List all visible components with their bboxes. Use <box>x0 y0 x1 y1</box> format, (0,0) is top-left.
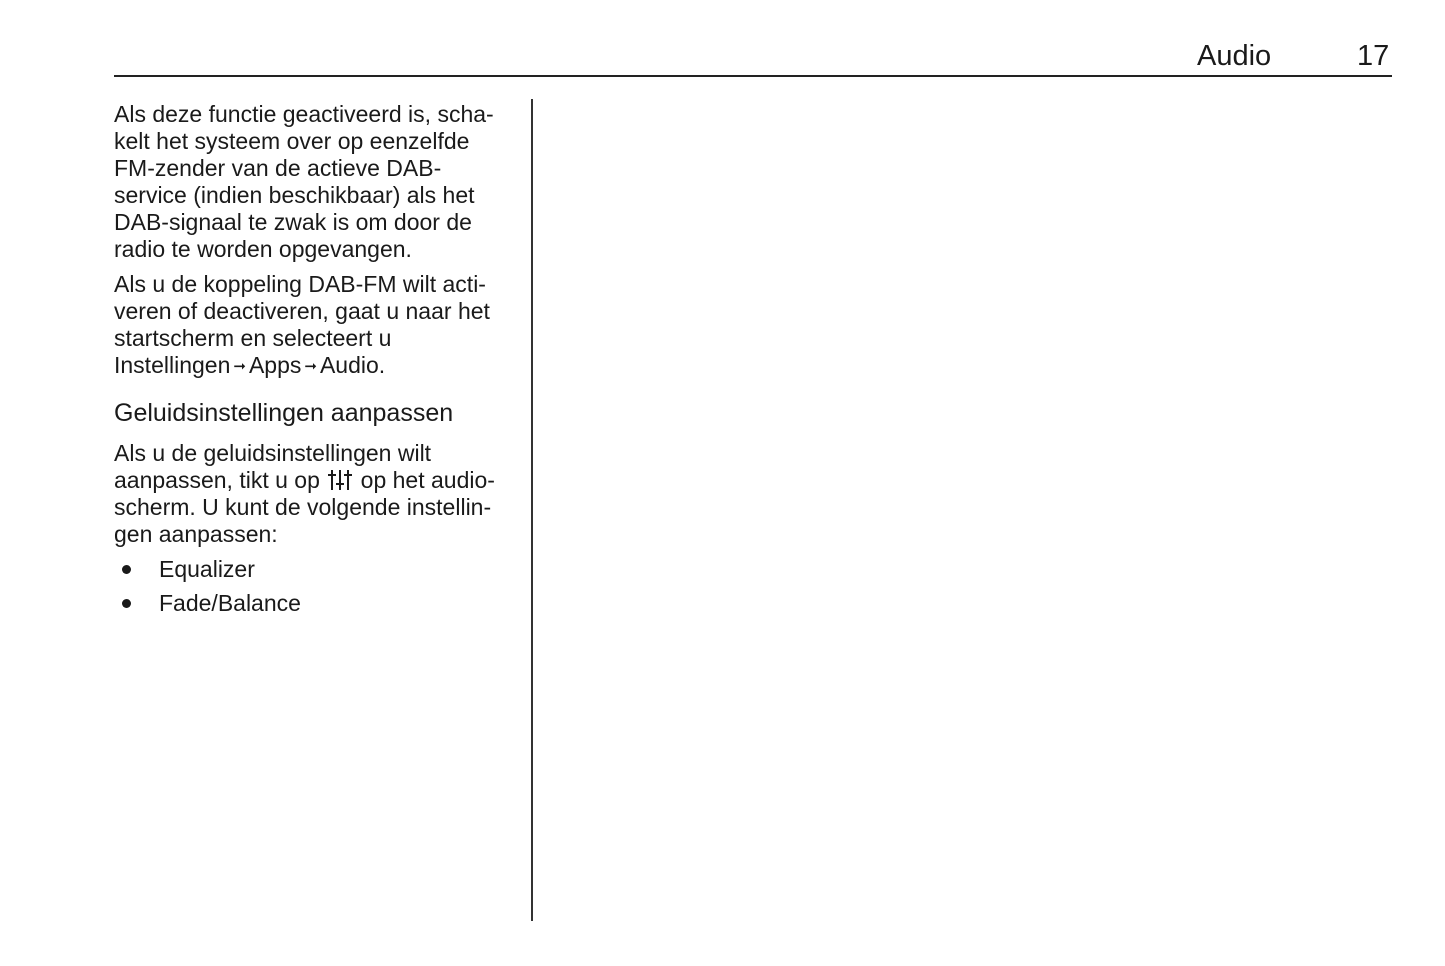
text-line: scherm. U kunt de volgende instellin- <box>114 494 492 520</box>
paragraph-dab-fm <box>114 101 514 263</box>
text-line: kelt het systeem over op eenzelfde <box>114 128 470 154</box>
text-line <box>114 467 514 494</box>
left-column <box>114 101 514 624</box>
text-line: veren of deactiveren, gaat u naar het <box>114 298 490 324</box>
text-line: FM-zender van de actieve DAB- <box>114 155 442 181</box>
punctuation: . <box>378 352 386 378</box>
list-item <box>114 590 514 617</box>
text-line: Als deze functie geactiveerd is, scha- <box>114 101 494 127</box>
paragraph-sound-settings <box>114 440 514 548</box>
menu-path-arrow-icon: ➞ <box>233 358 246 375</box>
text-line: DAB-signaal te zwak is om door de <box>114 209 472 235</box>
text-fragment: aanpassen, tikt u op <box>114 467 320 493</box>
menu-path-item: Instellingen <box>114 352 231 378</box>
sound-settings-sliders-icon <box>328 469 352 491</box>
list-item-label: Equalizer <box>159 556 255 582</box>
paragraph-activate <box>114 271 514 380</box>
menu-path-arrow-icon: ➞ <box>304 358 317 375</box>
list-item-label: Fade/Balance <box>159 590 301 616</box>
bullet-list <box>114 556 514 617</box>
bullet-icon <box>122 599 131 608</box>
menu-path-item: Audio <box>319 352 379 378</box>
text-line: startscherm en selecteert u <box>114 325 392 351</box>
list-item <box>114 556 514 583</box>
text-line: radio te worden opgevangen. <box>114 236 412 262</box>
menu-path-item: Apps <box>248 352 302 378</box>
header-rule <box>114 75 1392 77</box>
column-divider <box>531 99 533 921</box>
text-line: service (indien beschikbaar) als het <box>114 182 475 208</box>
text-line: Als u de geluidsinstellingen wilt <box>114 440 432 466</box>
section-heading: Geluidsinstellingen aanpassen <box>114 399 454 427</box>
text-fragment: op het audio- <box>360 467 495 493</box>
page-number: 17 <box>1357 40 1390 72</box>
text-line: Als u de koppeling DAB-FM wilt acti- <box>114 271 486 297</box>
text-line: gen aanpassen: <box>114 521 278 547</box>
bullet-icon <box>122 565 131 574</box>
section-title: Audio <box>1197 40 1272 72</box>
menu-path <box>114 352 514 380</box>
